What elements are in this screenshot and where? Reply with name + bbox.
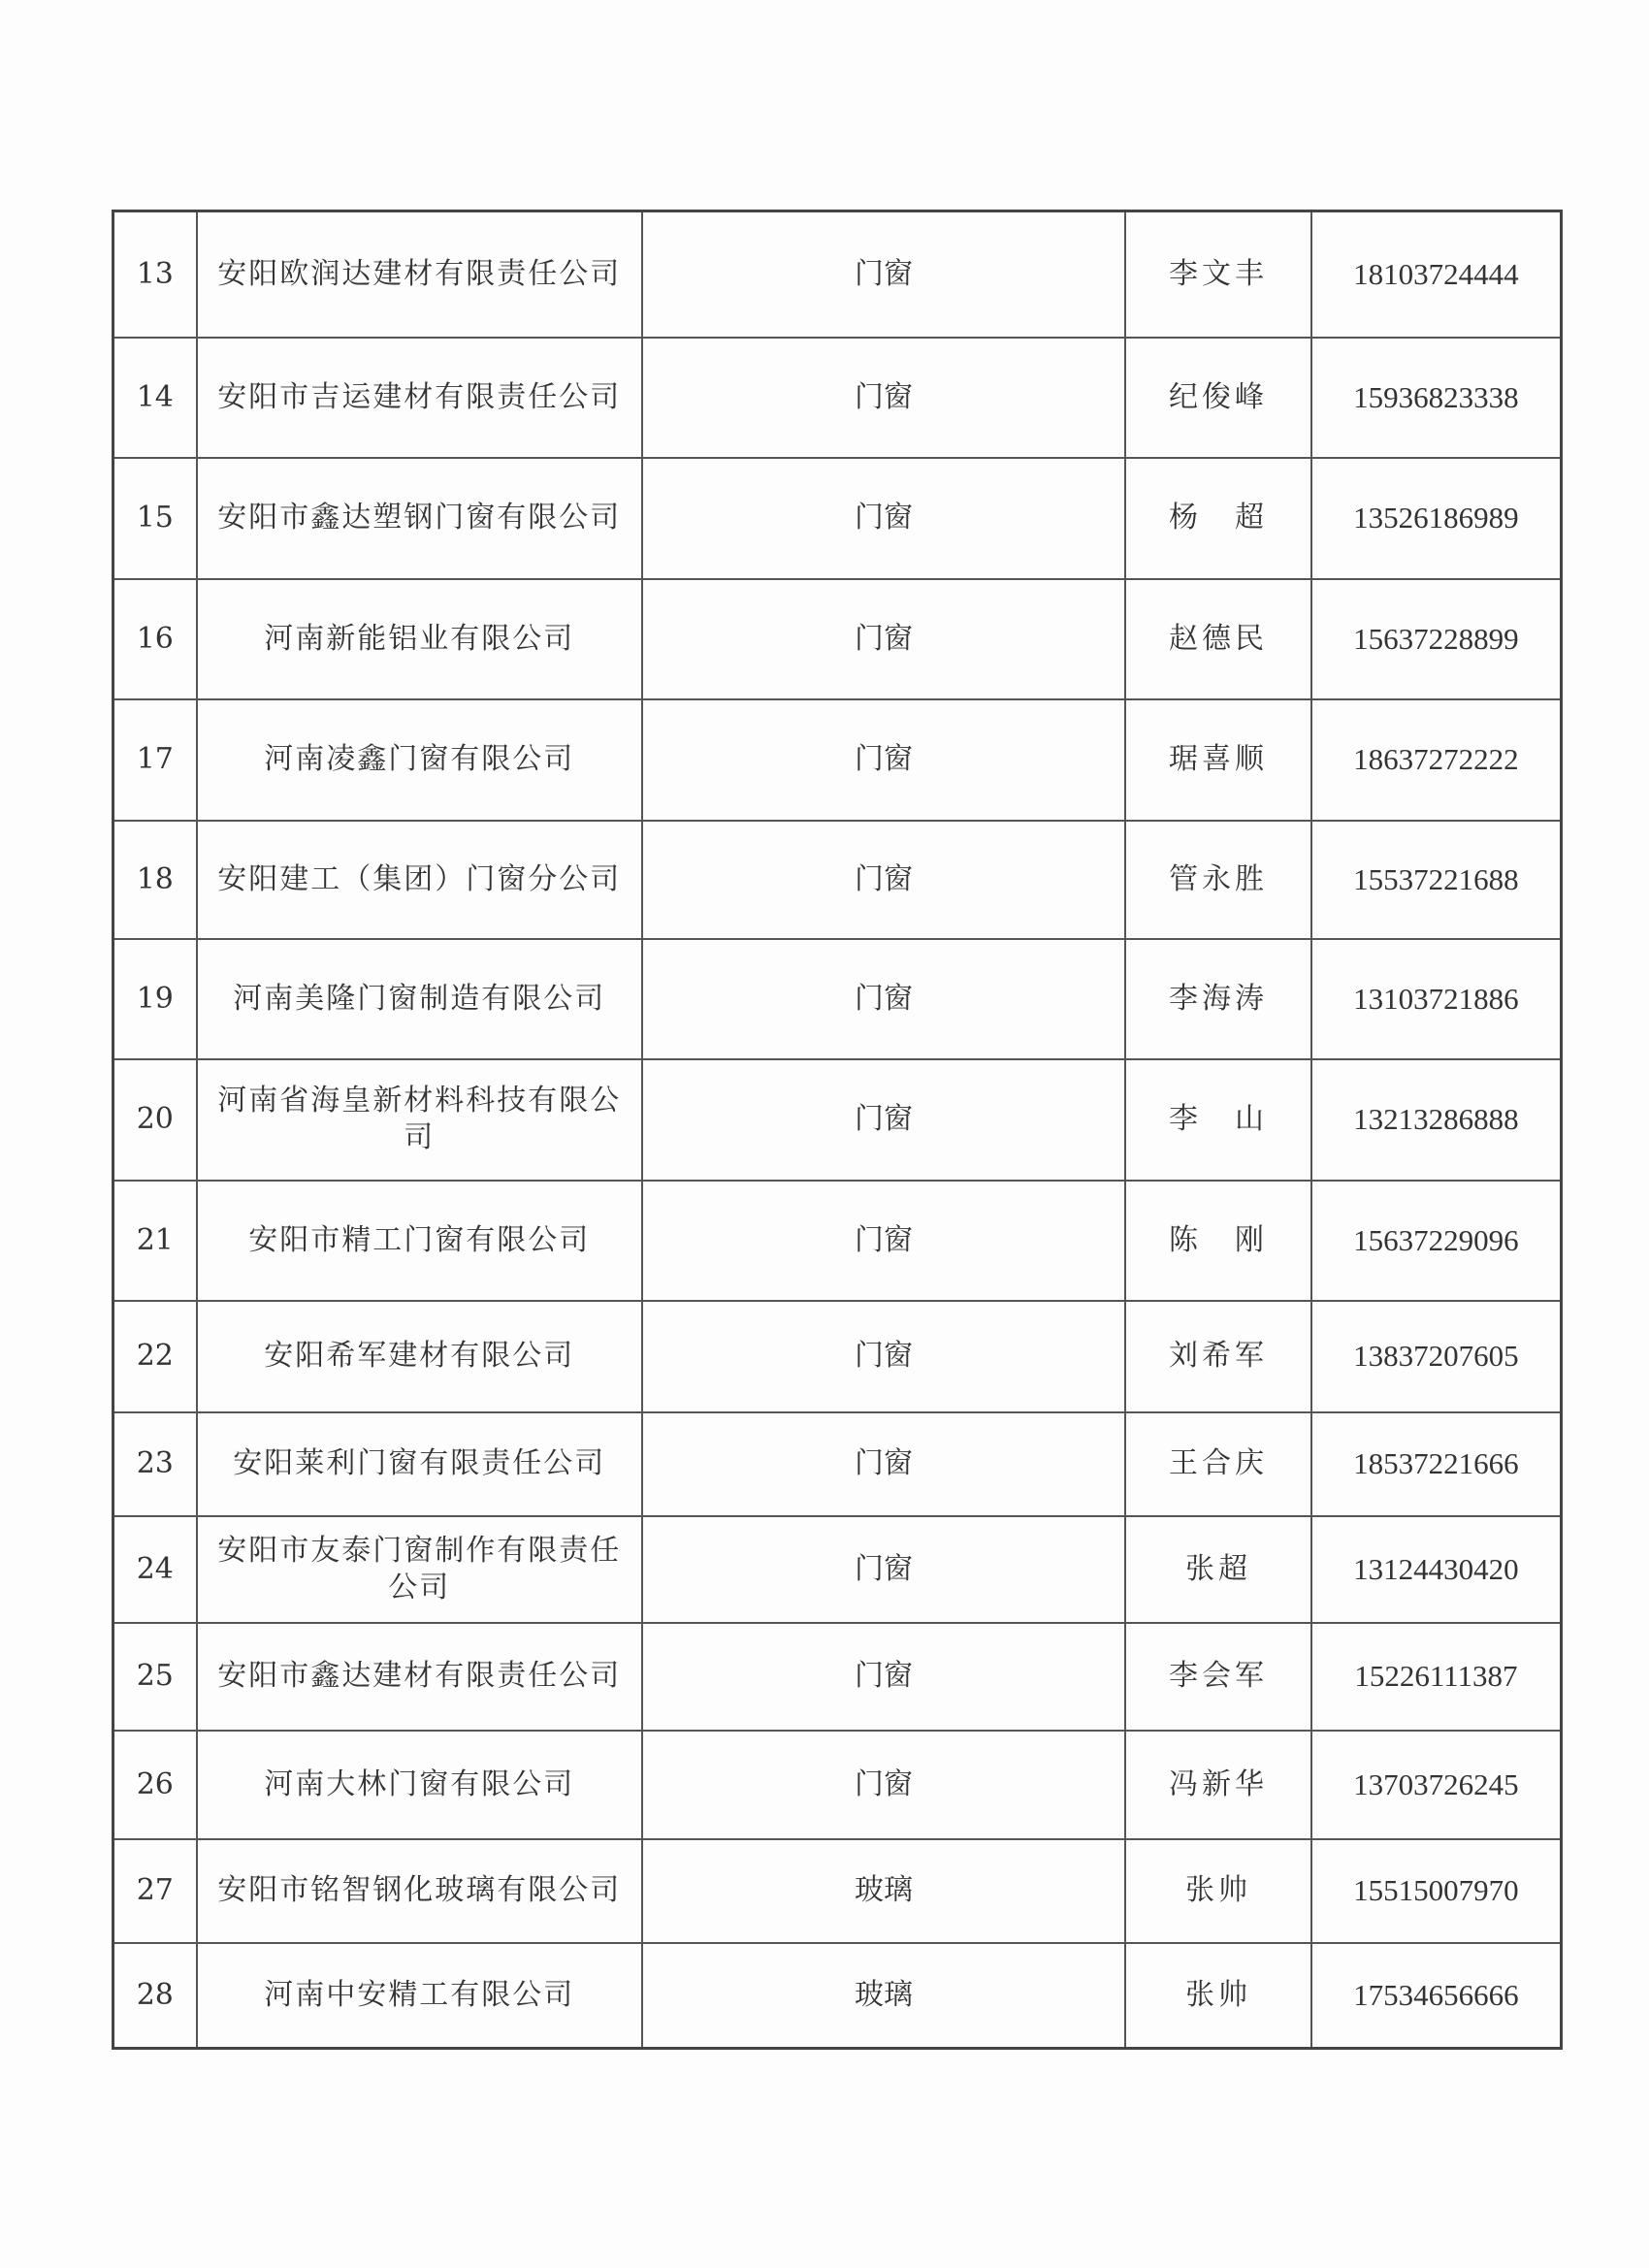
- company-name: 安阳建工（集团）门窗分公司: [197, 821, 642, 939]
- row-number: 24: [113, 1516, 197, 1623]
- contact-person: 赵德民: [1125, 579, 1311, 699]
- phone-number: 15537221688: [1311, 821, 1562, 939]
- contact-person: 王合庆: [1125, 1412, 1311, 1516]
- phone-number: 13837207605: [1311, 1301, 1562, 1412]
- row-number: 17: [113, 699, 197, 821]
- contact-person: 李文丰: [1125, 211, 1311, 338]
- category: 门窗: [642, 579, 1125, 699]
- table-row: [113, 1839, 1562, 1943]
- supplier-table: [112, 210, 1563, 2050]
- category: 门窗: [642, 1181, 1125, 1301]
- row-number: 14: [113, 338, 197, 458]
- company-name: 安阳市友泰门窗制作有限责任公司: [197, 1516, 642, 1623]
- row-number: 13: [113, 211, 197, 338]
- row-number: 15: [113, 458, 197, 579]
- table-row: [113, 1943, 1562, 2049]
- table-row: [113, 1181, 1562, 1301]
- table-row: [113, 821, 1562, 939]
- table-row: [113, 1412, 1562, 1516]
- contact-person: 纪俊峰: [1125, 338, 1311, 458]
- row-number: 28: [113, 1943, 197, 2049]
- phone-number: 13124430420: [1311, 1516, 1562, 1623]
- table-row: [113, 1516, 1562, 1623]
- table-row: [113, 1301, 1562, 1412]
- category: 门窗: [642, 338, 1125, 458]
- row-number: 21: [113, 1181, 197, 1301]
- contact-person: 李会军: [1125, 1623, 1311, 1731]
- phone-number: 13213286888: [1311, 1059, 1562, 1181]
- phone-number: 13526186989: [1311, 458, 1562, 579]
- contact-person: 琚喜顺: [1125, 699, 1311, 821]
- company-name: 安阳市精工门窗有限公司: [197, 1181, 642, 1301]
- category: 门窗: [642, 1059, 1125, 1181]
- table-row: [113, 579, 1562, 699]
- contact-person: 李 山: [1125, 1059, 1311, 1181]
- company-name: 河南新能铝业有限公司: [197, 579, 642, 699]
- row-number: 26: [113, 1731, 197, 1839]
- category: 门窗: [642, 1516, 1125, 1623]
- contact-person: 张帅: [1125, 1839, 1311, 1943]
- category: 门窗: [642, 939, 1125, 1059]
- phone-number: 15637229096: [1311, 1181, 1562, 1301]
- phone-number: 13103721886: [1311, 939, 1562, 1059]
- phone-number: 15515007970: [1311, 1839, 1562, 1943]
- category: 门窗: [642, 211, 1125, 338]
- company-name: 安阳市鑫达塑钢门窗有限公司: [197, 458, 642, 579]
- phone-number: 18103724444: [1311, 211, 1562, 338]
- company-name: 安阳希军建材有限公司: [197, 1301, 642, 1412]
- contact-person: 张超: [1125, 1516, 1311, 1623]
- contact-person: 陈 刚: [1125, 1181, 1311, 1301]
- table-row: [113, 338, 1562, 458]
- table-row: [113, 211, 1562, 338]
- contact-person: 张帅: [1125, 1943, 1311, 2049]
- category: 玻璃: [642, 1943, 1125, 2049]
- company-name: 河南美隆门窗制造有限公司: [197, 939, 642, 1059]
- table-row: [113, 458, 1562, 579]
- phone-number: 15936823338: [1311, 338, 1562, 458]
- row-number: 23: [113, 1412, 197, 1516]
- company-name: 安阳欧润达建材有限责任公司: [197, 211, 642, 338]
- company-name: 安阳市吉运建材有限责任公司: [197, 338, 642, 458]
- phone-number: 18637272222: [1311, 699, 1562, 821]
- table-row: [113, 939, 1562, 1059]
- row-number: 19: [113, 939, 197, 1059]
- category: 玻璃: [642, 1839, 1125, 1943]
- row-number: 18: [113, 821, 197, 939]
- table-row: [113, 699, 1562, 821]
- row-number: 27: [113, 1839, 197, 1943]
- contact-person: 杨 超: [1125, 458, 1311, 579]
- contact-person: 刘希军: [1125, 1301, 1311, 1412]
- company-name: 安阳莱利门窗有限责任公司: [197, 1412, 642, 1516]
- row-number: 16: [113, 579, 197, 699]
- category: 门窗: [642, 458, 1125, 579]
- table-row: [113, 1059, 1562, 1181]
- table-row: [113, 1623, 1562, 1731]
- contact-person: 冯新华: [1125, 1731, 1311, 1839]
- category: 门窗: [642, 699, 1125, 821]
- category: 门窗: [642, 1301, 1125, 1412]
- contact-person: 管永胜: [1125, 821, 1311, 939]
- company-name: 河南大林门窗有限公司: [197, 1731, 642, 1839]
- row-number: 22: [113, 1301, 197, 1412]
- company-name: 安阳市铭智钢化玻璃有限公司: [197, 1839, 642, 1943]
- row-number: 20: [113, 1059, 197, 1181]
- phone-number: 15226111387: [1311, 1623, 1562, 1731]
- company-name: 河南中安精工有限公司: [197, 1943, 642, 2049]
- table-row: [113, 1731, 1562, 1839]
- phone-number: 13703726245: [1311, 1731, 1562, 1839]
- phone-number: 18537221666: [1311, 1412, 1562, 1516]
- category: 门窗: [642, 1731, 1125, 1839]
- row-number: 25: [113, 1623, 197, 1731]
- company-name: 河南凌鑫门窗有限公司: [197, 699, 642, 821]
- company-name: 河南省海皇新材料科技有限公司: [197, 1059, 642, 1181]
- category: 门窗: [642, 821, 1125, 939]
- category: 门窗: [642, 1412, 1125, 1516]
- contact-person: 李海涛: [1125, 939, 1311, 1059]
- phone-number: 17534656666: [1311, 1943, 1562, 2049]
- company-name: 安阳市鑫达建材有限责任公司: [197, 1623, 642, 1731]
- phone-number: 15637228899: [1311, 579, 1562, 699]
- category: 门窗: [642, 1623, 1125, 1731]
